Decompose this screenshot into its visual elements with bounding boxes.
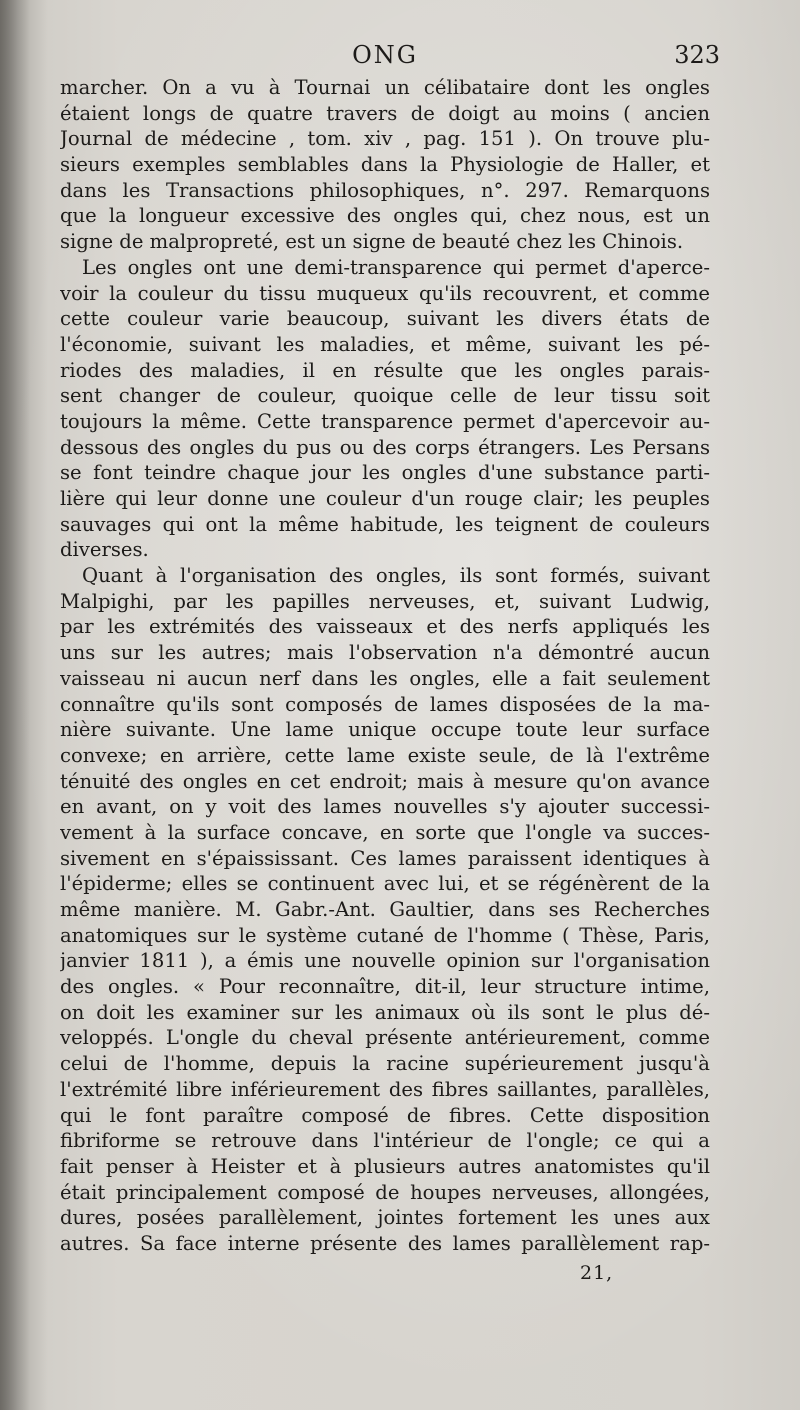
text-line: riodes des maladies, il en résulte que les ongles parais- (60, 358, 710, 382)
text-line: se font teindre chaque jour les ongles d'une substance parti- (60, 461, 710, 485)
running-head (60, 38, 720, 72)
text-line: anatomiques sur le système cutané de l'homme ( Thèse, Paris, (60, 923, 710, 947)
text-line: signe de malpropreté, est un signe de beauté chez les Chinois. (60, 230, 684, 254)
text-line: on doit les examiner sur les animaux où ils sont le plus dé- (60, 1000, 710, 1024)
text-line: l'épiderme; elles se continuent avec lui, et se régénèrent de la (60, 872, 710, 896)
text-line: fait penser à Heister et à plusieurs autres anatomistes qu'il (60, 1154, 710, 1178)
text-line: veloppés. L'ongle du cheval présente antérieurement, comme (60, 1026, 710, 1050)
text-line: toujours la même. Cette transparence permet d'apercevoir au- (60, 409, 710, 433)
text-line: dessous des ongles du pus ou des corps étrangers. Les Persans (60, 435, 710, 459)
text-line: sieurs exemples semblables dans la Physiologie de Haller, et (60, 153, 710, 177)
text-line: voir la couleur du tissu muqueux qu'ils recouvrent, et comme (60, 281, 710, 305)
page-number: 323 (674, 41, 720, 69)
text-line: que la longueur excessive des ongles qui, chez nous, est un (60, 204, 710, 228)
text-line: nière suivante. Une lame unique occupe toute leur surface (60, 718, 710, 742)
text-line: Malpighi, par les papilles nerveuses, et, suivant Ludwig, (60, 589, 710, 613)
text-line: en avant, on y voit des lames nouvelles s'y ajouter successi- (60, 795, 710, 819)
text-line: Journal de médecine , tom. xiv , pag. 151 ). On trouve plu- (60, 127, 710, 151)
text-line: qui le font paraître composé de fibres. Cette disposition (60, 1103, 710, 1127)
body-text (60, 75, 710, 1257)
text-line: diverses. (60, 538, 149, 562)
text-line: sauvages qui ont la même habitude, les teignent de couleurs (60, 512, 710, 536)
text-line: cette couleur varie beaucoup, suivant les divers états de (60, 307, 710, 331)
text-line: sivement en s'épaississant. Ces lames paraissent identiques à (60, 846, 710, 870)
text-line: vaisseau ni aucun nerf dans les ongles, elle a fait seulement (60, 666, 710, 690)
text-line: par les extrémités des vaisseaux et des nerfs appliqués les (60, 615, 710, 639)
signature-mark: 21, (580, 1262, 614, 1284)
text-line: connaître qu'ils sont composés de lames disposées de la ma- (60, 692, 710, 716)
text-line: marcher. On a vu à Tournai un célibataire dont les ongles (60, 76, 710, 99)
text-line: étaient longs de quatre travers de doigt au moins ( ancien (60, 101, 710, 125)
text-line: Les ongles ont une demi-transparence qui permet d'aperce- (82, 255, 710, 279)
text-line: l'extrémité libre inférieurement des fibres saillantes, parallèles, (60, 1077, 710, 1101)
text-line: vement à la surface concave, en sorte que l'ongle va succes- (60, 820, 710, 844)
text-line: fibriforme se retrouve dans l'intérieur de l'ongle; ce qui a (60, 1129, 710, 1153)
text-line: l'économie, suivant les maladies, et même, suivant les pé- (60, 332, 710, 356)
text-line: Quant à l'organisation des ongles, ils sont formés, suivant (82, 564, 710, 588)
text-line: convexe; en arrière, cette lame existe seule, de là l'extrême (60, 743, 710, 767)
text-line: uns sur les autres; mais l'observation n'a démontré aucun (60, 641, 710, 665)
text-line: autres. Sa face interne présente des lames parallèlement rap- (60, 1231, 710, 1255)
text-line: celui de l'homme, depuis la racine supérieurement jusqu'à (60, 1052, 710, 1076)
running-head-title: ONG (352, 41, 418, 69)
text-line: janvier 1811 ), a émis une nouvelle opinion sur l'organisation (60, 949, 710, 973)
text-line: dans les Transactions philosophiques, n°. 297. Remarquons (60, 178, 710, 202)
text-line: lière qui leur donne une couleur d'un rouge clair; les peuples (60, 487, 710, 510)
text-line: ténuité des ongles en cet endroit; mais à mesure qu'on avance (60, 769, 710, 793)
text-line: des ongles. « Pour reconnaître, dit-il, leur structure intime, (60, 975, 710, 999)
text-line: dures, posées parallèlement, jointes fortement les unes aux (60, 1206, 710, 1230)
text-line: même manière. M. Gabr.-Ant. Gaultier, dans ses Recherches (60, 898, 710, 921)
binding-shadow (0, 0, 30, 1410)
text-line: sent changer de couleur, quoique celle de leur tissu soit (60, 384, 710, 408)
text-line: était principalement composé de houpes nerveuses, allongées, (60, 1180, 710, 1204)
